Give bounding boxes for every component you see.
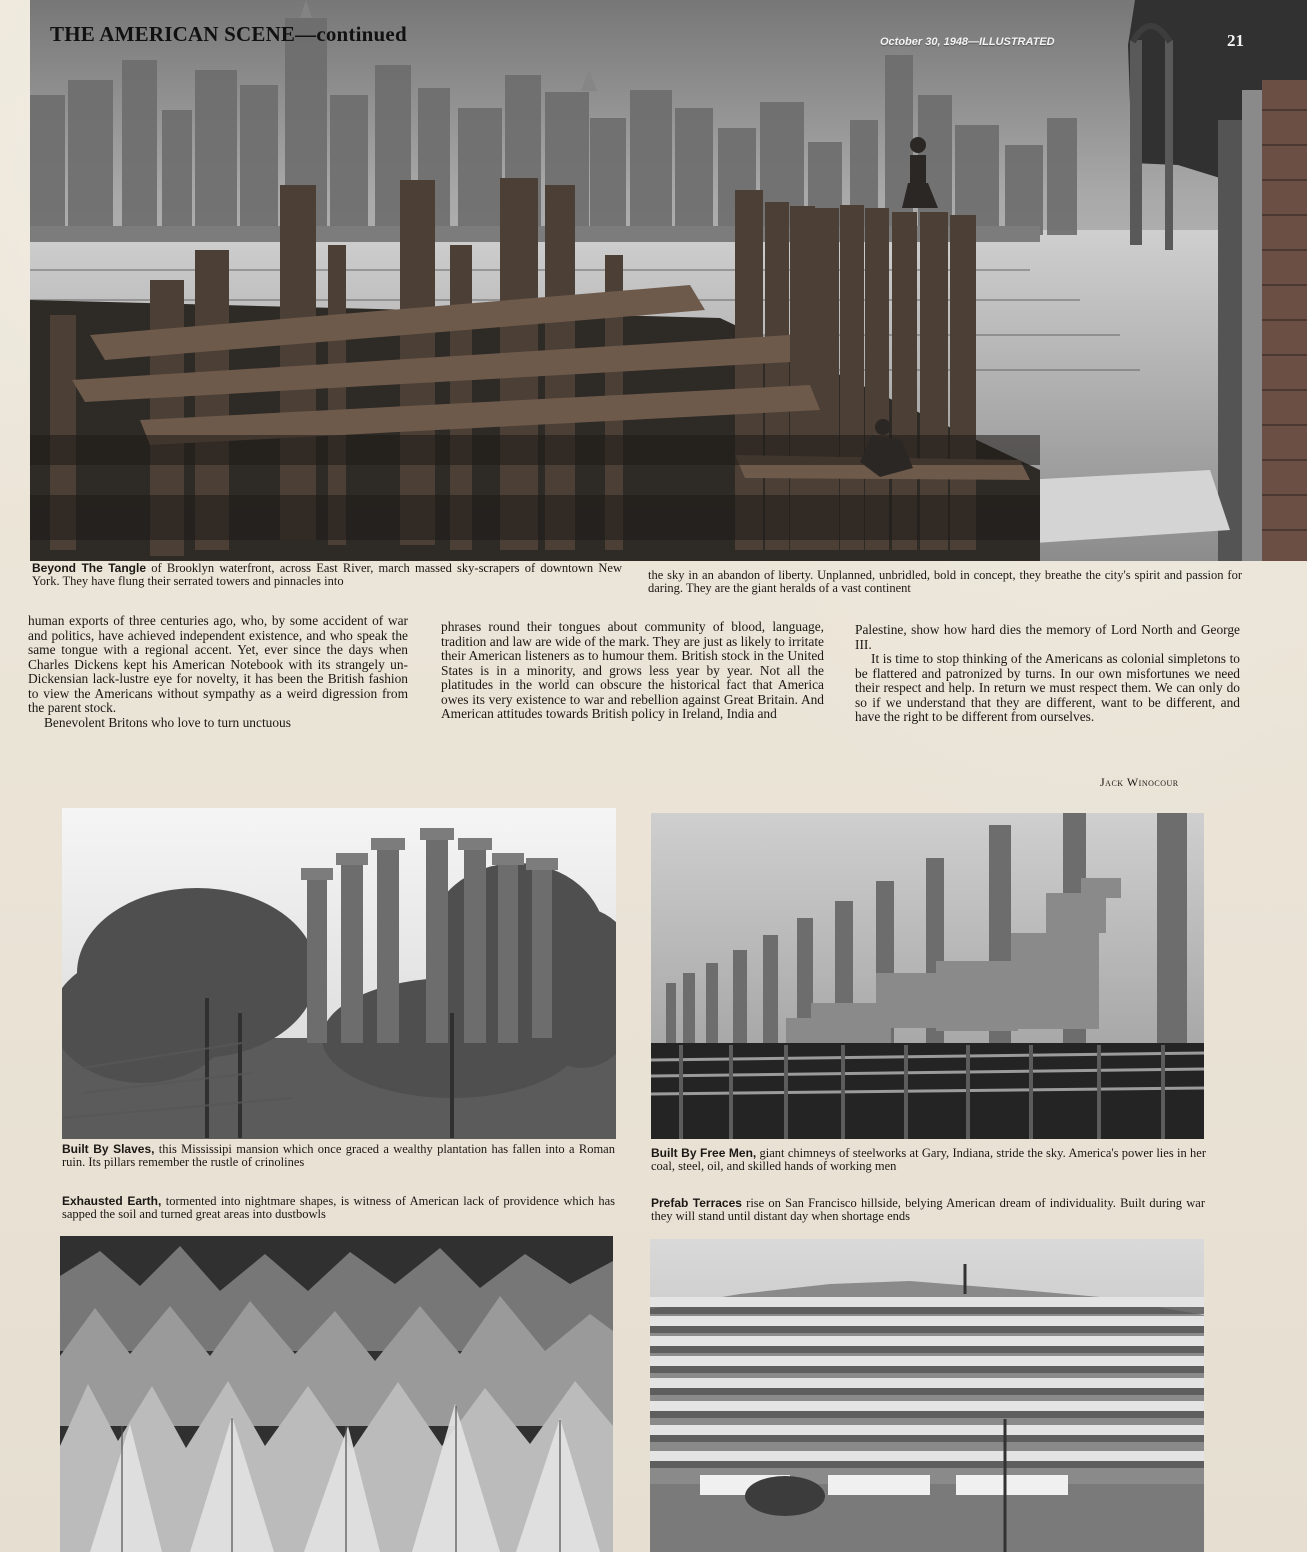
issue-date-line: October 30, 1948—ILLUSTRATED (880, 36, 1055, 48)
plantation-photo-caption-text: this Mississipi mansion which once graced a wealthy plantation has fallen into a Roman ruin. Its pillars remember the rustle of crinolines (62, 1142, 615, 1169)
steelworks-photo-caption (651, 1147, 1206, 1173)
top-photo-caption-left-text: of Brooklyn waterfront, across East River, march massed sky-scrapers of downtown New York. They have flung their serrated towers and pinnacles into (32, 561, 622, 588)
article-column-2 (441, 620, 824, 722)
article-col3-paragraph-2: It is time to stop thinking of the Americans as colonial simpletons to be flattered and patronized by turns. In our own misfortunes we need their respect and help. In return we must respect them. We can only do so if we understand that they are different, want to be different, and have the right to be different from ourselves. (855, 651, 1240, 724)
steelworks-photo-caption-title: Built By Free Men, (651, 1146, 757, 1160)
eroded-earth-photo (60, 1236, 613, 1552)
article-col3-paragraph-1: Palestine, show how hard dies the memory of Lord North and George III. (855, 622, 1240, 652)
article-col1-paragraph-1: human exports of three centuries ago, who, by some accident of war and politics, have achieved independent existence, and who speak the same tongue with a regional accent. Yet, ever since the days when Charles Dickens kept his American Notebook with its strangely un-Dickensian lack-lustre eye for novelty, it has been the British fashion to view the Americans without sympathy as a weird digression from the parent stock. (28, 613, 408, 715)
prefab-terraces-photo (650, 1239, 1204, 1552)
brooklyn-waterfront-illustration (30, 0, 1307, 561)
prefab-terraces-photo-caption-title: Prefab Terraces (651, 1196, 742, 1210)
top-photo-caption-title: Beyond The Tangle (32, 561, 146, 575)
article-col2-paragraph-1: phrases round their tongues about community of blood, language, tradition and law are wide of the mark. They are just as likely to irritate their American listeners as to humour them. British stock in the United States is in a minority, and grows less year by year. Not all the platitudes in the world can obscure the historical fact that America owes its very existence to war and rebellion against Great Britain. And American attitudes towards British policy in Ireland, India and (441, 619, 824, 721)
eroded-earth-photo-caption-title: Exhausted Earth, (62, 1194, 162, 1208)
article-column-3 (855, 623, 1240, 725)
steelworks-illustration (651, 813, 1204, 1139)
eroded-earth-photo-caption-text: tormented into nightmare shapes, is witness of American lack of providence which has sapped the soil and turned great areas into dustbowls (62, 1194, 615, 1221)
eroded-earth-photo-caption (62, 1195, 615, 1221)
plantation-ruin-illustration (62, 808, 616, 1139)
page-number: 21 (1227, 31, 1244, 50)
plantation-ruin-photo (62, 808, 616, 1139)
steelworks-photo (651, 813, 1204, 1139)
prefab-terraces-photo-caption (651, 1197, 1205, 1223)
steelworks-photo-caption-text: giant chimneys of steelworks at Gary, Indiana, stride the sky. America's power lies in her coal, steel, oil, and skilled hands of working men (651, 1146, 1206, 1173)
plantation-photo-caption-title: Built By Slaves, (62, 1142, 155, 1156)
prefab-terraces-photo-caption-text: rise on San Francisco hillside, belying American dream of individuality. Built during war they will stand until distant day when shortage ends (651, 1196, 1205, 1223)
author-signature: Jack Winocour (1100, 775, 1179, 789)
top-photo-caption-right: the sky in an abandon of liberty. Unplanned, unbridled, bold in concept, they breathe the city's spirit and passion for daring. They are the giant heralds of a vast continent (648, 568, 1242, 595)
prefab-terraces-illustration (650, 1239, 1204, 1552)
eroded-earth-illustration (60, 1236, 613, 1552)
brooklyn-waterfront-photo (30, 0, 1307, 561)
article-col1-paragraph-2: Benevolent Britons who love to turn unctuous (44, 714, 291, 730)
plantation-photo-caption (62, 1143, 615, 1169)
article-column-1 (28, 614, 408, 730)
top-photo-caption-left (32, 562, 622, 588)
section-masthead: THE AMERICAN SCENE—continued (50, 22, 407, 46)
